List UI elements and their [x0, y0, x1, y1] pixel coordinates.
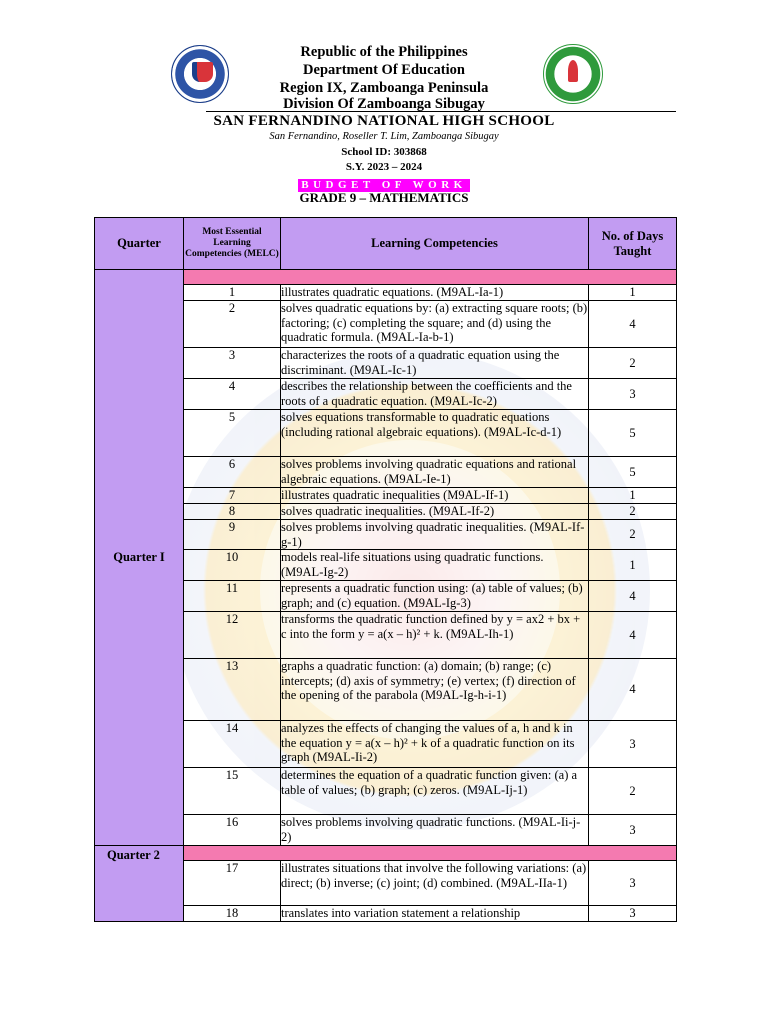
competency-text: solves quadratic equations by: (a) extracting square roots; (b) factoring; (c) completing the square; and (d) using the quadratic formula. (M9AL-Ia-b-1): [281, 301, 589, 348]
quarter-2-bar: [184, 846, 677, 861]
table-header-row: [95, 218, 677, 270]
days-taught-value: 3: [589, 815, 677, 846]
competency-text: graphs a quadratic function: (a) domain; (b) range; (c) intercepts; (d) axis of symmetry; (e) vertex; (f) direction of the opening of the parabola (M9AL-Ig-h-i-1): [281, 659, 589, 721]
quarter-1-cell: Quarter I: [95, 270, 184, 846]
melc-number: 12: [184, 612, 281, 659]
header-line-division: Division Of Zamboanga Sibugay: [283, 96, 485, 112]
melc-number: 18: [184, 906, 281, 922]
competency-text: models real-life situations using quadratic functions. (M9AL-Ig-2): [281, 550, 589, 581]
melc-number: 17: [184, 861, 281, 906]
melc-number: 6: [184, 457, 281, 488]
days-taught-value: 5: [589, 457, 677, 488]
melc-number: 3: [184, 348, 281, 379]
days-taught-value: 4: [589, 612, 677, 659]
quarter-2-cell: Quarter 2: [95, 846, 184, 922]
days-taught-value: 2: [589, 520, 677, 550]
days-taught-value: 1: [589, 550, 677, 581]
competency-text: describes the relationship between the coefficients and the roots of a quadratic equation. (M9AL-Ic-2): [281, 379, 589, 410]
school-year: S.Y. 2023 – 2024: [345, 161, 423, 173]
competency-text: illustrates situations that involve the following variations: (a) direct; (b) inverse; (c) joint; (d) combined. (M9AL-IIa-1): [281, 861, 589, 906]
school-name: SAN FERNANDINO NATIONAL HIGH SCHOOL: [213, 113, 555, 129]
melc-number: 16: [184, 815, 281, 846]
days-taught-value: 2: [589, 348, 677, 379]
days-taught-value: 5: [589, 410, 677, 457]
header-melc: Most Essential Learning Competencies (MELC): [184, 218, 281, 270]
budget-of-work-label: BUDGET OF WORK: [298, 179, 469, 192]
days-taught-value: 2: [589, 768, 677, 815]
competency-text: solves problems involving quadratic equations and rational algebraic equations. (M9AL-Ie-1): [281, 457, 589, 488]
melc-number: 15: [184, 768, 281, 815]
competency-text: solves equations transformable to quadratic equations (including rational algebraic equations). (M9AL-Ic-d-1): [281, 410, 589, 457]
melc-number: 13: [184, 659, 281, 721]
school-address: San Fernandino, Roseller T. Lim, Zamboanga Sibugay: [269, 131, 499, 142]
days-taught-value: 3: [589, 721, 677, 768]
grade-subject-title: GRADE 9 – MATHEMATICS: [299, 190, 469, 205]
competency-text: translates into variation statement a relationship: [281, 906, 589, 922]
days-taught-value: 2: [589, 504, 677, 520]
competency-text: characterizes the roots of a quadratic equation using the discriminant. (M9AL-Ic-1): [281, 348, 589, 379]
days-taught-value: 4: [589, 301, 677, 348]
school-id: School ID: 303868: [341, 146, 427, 158]
days-taught-value: 1: [589, 285, 677, 301]
competency-text: determines the equation of a quadratic function given: (a) a table of values; (b) graph; (c) zeros. (M9AL-Ij-1): [281, 768, 589, 815]
melc-number: 7: [184, 488, 281, 504]
competency-text: illustrates quadratic inequalities (M9AL-If-1): [281, 488, 589, 504]
melc-number: 9: [184, 520, 281, 550]
budget-of-work-table: [94, 217, 677, 922]
days-taught-value: 3: [589, 379, 677, 410]
competency-text: represents a quadratic function using: (a) table of values; (b) graph; and (c) equation. (M9AL-Ig-3): [281, 581, 589, 612]
melc-number: 8: [184, 504, 281, 520]
header-line-department: Department Of Education: [303, 62, 465, 78]
competency-text: illustrates quadratic equations. (M9AL-Ia-1): [281, 285, 589, 301]
days-taught-value: 3: [589, 861, 677, 906]
quarter-bar-row: [95, 846, 677, 861]
melc-number: 14: [184, 721, 281, 768]
competency-text: solves problems involving quadratic functions. (M9AL-Ii-j-2): [281, 815, 589, 846]
melc-number: 1: [184, 285, 281, 301]
quarter-bar-row: [95, 270, 677, 285]
melc-number: 4: [184, 379, 281, 410]
days-taught-value: 1: [589, 488, 677, 504]
header-line-region: Region IX, Zamboanga Peninsula: [279, 80, 489, 96]
competency-text: transforms the quadratic function defined by y = ax2 + bx + c into the form y = a(x – h)² + k. (M9AL-Ih-1): [281, 612, 589, 659]
header-divider: [206, 111, 676, 112]
days-taught-value: 3: [589, 906, 677, 922]
days-taught-value: 4: [589, 581, 677, 612]
competency-text: solves quadratic inequalities. (M9AL-If-2): [281, 504, 589, 520]
competency-text: analyzes the effects of changing the values of a, h and k in the equation y = a(x – h)² + k of a quadratic function on its graph (M9AL-Ii-2): [281, 721, 589, 768]
days-taught-value: 4: [589, 659, 677, 721]
header-days-taught: No. of Days Taught: [589, 218, 677, 270]
header-line-republic: Republic of the Philippines: [300, 44, 468, 60]
melc-number: 11: [184, 581, 281, 612]
melc-number: 5: [184, 410, 281, 457]
competency-text: solves problems involving quadratic inequalities. (M9AL-If-g-1): [281, 520, 589, 550]
quarter-1-bar: [184, 270, 677, 285]
header-learning-competencies: Learning Competencies: [281, 218, 589, 270]
melc-number: 10: [184, 550, 281, 581]
header-quarter: Quarter: [95, 218, 184, 270]
melc-number: 2: [184, 301, 281, 348]
